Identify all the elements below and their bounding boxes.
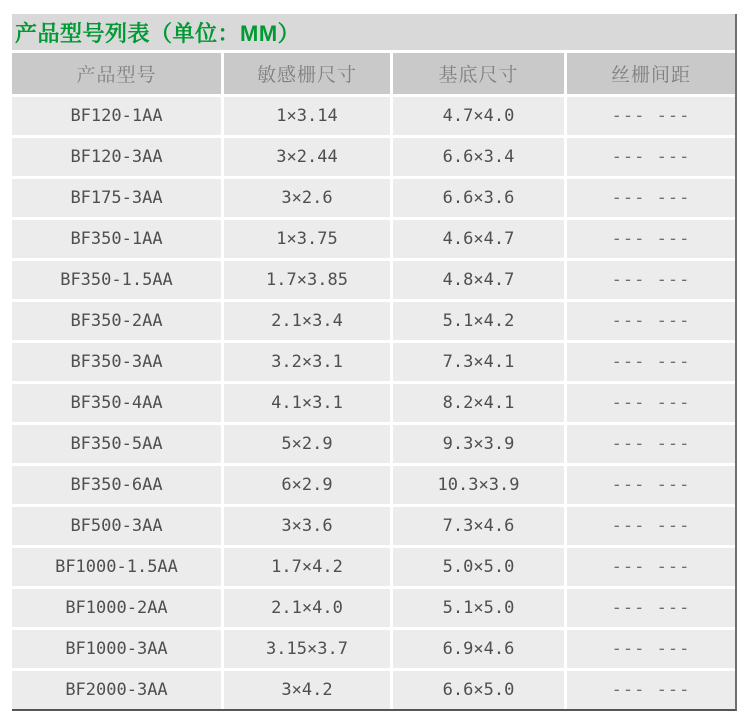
table-cell: --- --- bbox=[567, 179, 735, 217]
table-cell: BF1000-3AA bbox=[12, 630, 221, 668]
table-cell: BF350-2AA bbox=[12, 302, 221, 340]
table-cell: --- --- bbox=[567, 425, 735, 463]
table-cell: 6×2.9 bbox=[224, 466, 390, 504]
table-cell: 3×2.44 bbox=[224, 138, 390, 176]
table-cell: BF350-5AA bbox=[12, 425, 221, 463]
table-cell: BF120-3AA bbox=[12, 138, 221, 176]
table-cell: 4.8×4.7 bbox=[393, 261, 564, 299]
table-cell: BF2000-3AA bbox=[12, 671, 221, 709]
table-cell: 3×2.6 bbox=[224, 179, 390, 217]
page-title: 产品型号列表（单位：MM） bbox=[15, 20, 301, 46]
table-cell: --- --- bbox=[567, 384, 735, 422]
table-cell: 5.1×4.2 bbox=[393, 302, 564, 340]
table-cell: --- --- bbox=[567, 548, 735, 586]
table-cell: BF1000-1.5AA bbox=[12, 548, 221, 586]
table-cell: 6.6×3.6 bbox=[393, 179, 564, 217]
table-cell: 6.6×3.4 bbox=[393, 138, 564, 176]
table-cell: 4.1×3.1 bbox=[224, 384, 390, 422]
header-cell-wire-spacing: 丝栅间距 bbox=[567, 53, 735, 94]
table-cell: 7.3×4.1 bbox=[393, 343, 564, 381]
header-cell-base-size: 基底尺寸 bbox=[393, 53, 564, 94]
table-cell: 1.7×4.2 bbox=[224, 548, 390, 586]
table-cell: BF500-3AA bbox=[12, 507, 221, 545]
table-cell: 5.0×5.0 bbox=[393, 548, 564, 586]
table-cell: --- --- bbox=[567, 220, 735, 258]
table-cell: 5×2.9 bbox=[224, 425, 390, 463]
table-cell: 6.6×5.0 bbox=[393, 671, 564, 709]
table-cell: 4.7×4.0 bbox=[393, 97, 564, 135]
header-cell-model: 产品型号 bbox=[12, 53, 221, 94]
table-cell: 3×4.2 bbox=[224, 671, 390, 709]
table-cell: 5.1×5.0 bbox=[393, 589, 564, 627]
table-cell: BF350-6AA bbox=[12, 466, 221, 504]
table-cell: 3×3.6 bbox=[224, 507, 390, 545]
table-cell: 8.2×4.1 bbox=[393, 384, 564, 422]
table-cell: --- --- bbox=[567, 302, 735, 340]
product-table bbox=[12, 53, 735, 709]
table-cell: BF350-4AA bbox=[12, 384, 221, 422]
title-bar bbox=[12, 14, 735, 50]
table-cell: BF1000-2AA bbox=[12, 589, 221, 627]
table-cell: 1×3.14 bbox=[224, 97, 390, 135]
table-cell: 3.2×3.1 bbox=[224, 343, 390, 381]
table-cell: --- --- bbox=[567, 97, 735, 135]
table-cell: 3.15×3.7 bbox=[224, 630, 390, 668]
table-cell: --- --- bbox=[567, 261, 735, 299]
table-cell: --- --- bbox=[567, 343, 735, 381]
table-cell: 10.3×3.9 bbox=[393, 466, 564, 504]
table-cell: --- --- bbox=[567, 507, 735, 545]
header-cell-grid-size: 敏感栅尺寸 bbox=[224, 53, 390, 94]
table-cell: 2.1×3.4 bbox=[224, 302, 390, 340]
table-cell: 4.6×4.7 bbox=[393, 220, 564, 258]
table-cell: BF120-1AA bbox=[12, 97, 221, 135]
table-cell: --- --- bbox=[567, 630, 735, 668]
table-cell: 6.9×4.6 bbox=[393, 630, 564, 668]
table-cell: 7.3×4.6 bbox=[393, 507, 564, 545]
table-cell: BF350-3AA bbox=[12, 343, 221, 381]
table-cell: BF175-3AA bbox=[12, 179, 221, 217]
table-cell: 1×3.75 bbox=[224, 220, 390, 258]
table-cell: 1.7×3.85 bbox=[224, 261, 390, 299]
product-model-panel bbox=[12, 14, 737, 711]
table-cell: --- --- bbox=[567, 589, 735, 627]
table-cell: --- --- bbox=[567, 671, 735, 709]
table-cell: 2.1×4.0 bbox=[224, 589, 390, 627]
table-cell: BF350-1AA bbox=[12, 220, 221, 258]
table-cell: --- --- bbox=[567, 138, 735, 176]
table-cell: BF350-1.5AA bbox=[12, 261, 221, 299]
table-cell: --- --- bbox=[567, 466, 735, 504]
table-cell: 9.3×3.9 bbox=[393, 425, 564, 463]
